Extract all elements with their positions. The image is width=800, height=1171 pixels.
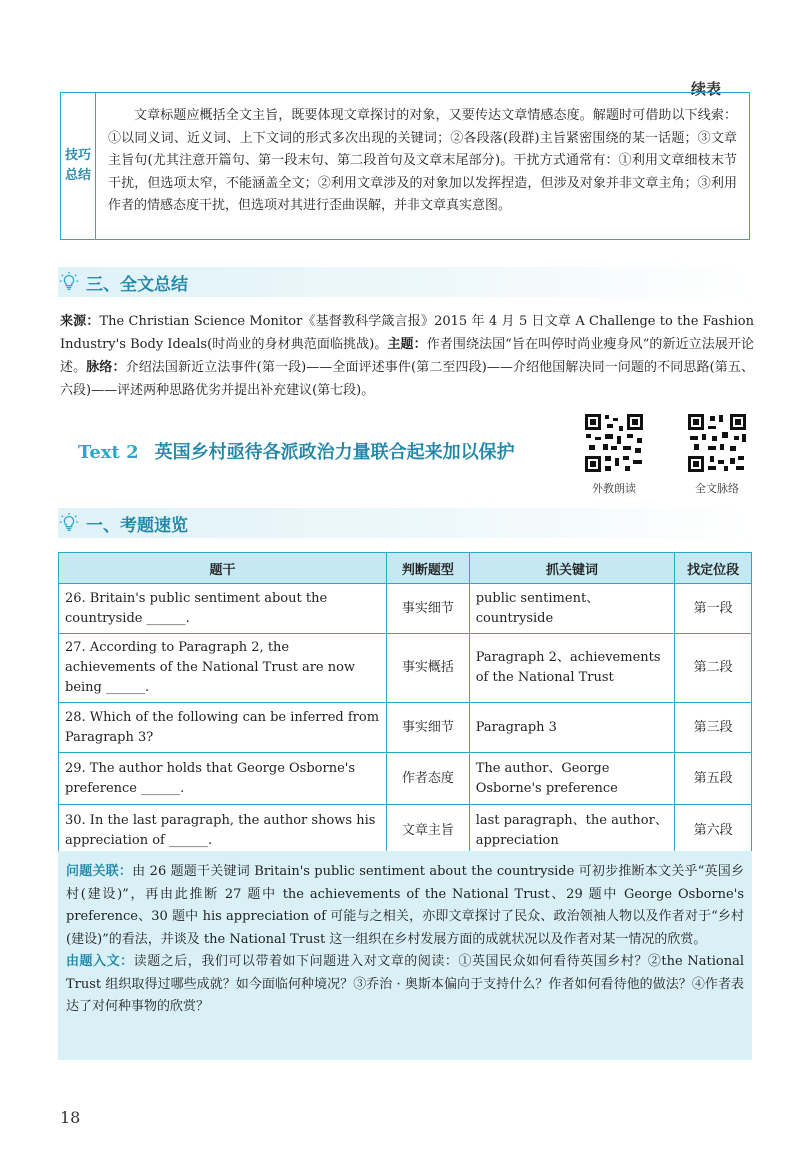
type-cell: 事实细节 <box>386 584 469 634</box>
question-link-text: 由 26 题题干关键词 Britain's public sentiment about the countryside 可初步推断本文关乎“英国乡村(建设)”，再由此推断 27 题中 the achievements of the National Trust、29 题中 George Osborne's preference、30 题中 his appreciation of 可能与之相关，亦即文章探讨了民众、政治领袖人物以及作者对于“乡村(建设)”的看法，并谈及 the National Trust 这一组织在乡村发展方面的成就状况以及作者对某一情况的欣赏。 <box>66 864 744 947</box>
type-cell: 作者态度 <box>386 753 469 805</box>
text2-number: Text 2 <box>78 442 139 463</box>
context-text: 介绍法国新近立法事件(第一段)——全面评述事件(第二至四段)——介绍他国解决同一问题的不同思路(第五、六段)——评述两种思路优劣并提出补充建议(第七段)。 <box>60 360 754 398</box>
header-position: 找定位段 <box>675 553 752 584</box>
tips-text: 文章标题应概括全文主旨，既要体现文章探讨的对象，又要传达文章情感态度。解题时可借助以下线索：①以同义词、近义词、上下文词的形式多次出现的关键词；②各段落(段群)主旨紧密围绕的某一话题；③文章主旨句(尤其注意开篇句、第一段末句、第二段首句及文章末尾部分)。干扰方式通常有：①利用文章细枝末节干扰，但选项太窄，不能涵盖全文；②利用文章涉及的对象加以发挥捏造，但涉及对象并非文章主角；③利用作者的情感态度干扰，但选项对其进行歪曲误解，并非文章真实意图。 <box>108 108 737 213</box>
source-label: 来源： <box>60 314 100 329</box>
question-cell: 28. Which of the following can be inferred from Paragraph 3? <box>59 703 387 753</box>
analysis-box <box>58 851 752 1060</box>
entry-text: 读题之后，我们可以带着如下问题进入对文章的阅读：①英国民众如何看待英国乡村？②the National Trust 组织取得过哪些成就？如今面临何种境况？③乔治 · 奥斯本偏向于支持什么？作者如何看待他的做法？④作者表达了对何种事物的欣赏？ <box>66 954 744 1014</box>
question-cell: 29. The author holds that George Osborne's preference ______. <box>59 753 387 805</box>
theme-text: 作者围绕法国“旨在叫停时尚业瘦身风”的新近立法展开论述。 <box>60 337 754 375</box>
qr-reading-block[interactable] <box>581 412 647 496</box>
type-cell: 文章主旨 <box>386 805 469 857</box>
question-link-label: 问题关联： <box>66 864 133 879</box>
context-label: 脉络： <box>86 360 126 375</box>
lightbulb-icon <box>58 512 80 534</box>
tips-label-line2: 总结 <box>64 168 91 183</box>
table-header-row <box>59 553 752 584</box>
table-row <box>59 703 752 753</box>
keyword-cell: The author、George Osborne's preference <box>469 753 675 805</box>
position-cell: 第三段 <box>675 703 752 753</box>
qr-label-reading: 外教朗读 <box>592 482 636 495</box>
page-number: 18 <box>60 1108 81 1127</box>
section-full-summary-heading <box>58 267 752 297</box>
qr-label-outline: 全文脉络 <box>695 482 739 495</box>
theme-label: 主题： <box>387 337 427 352</box>
question-cell: 26. Britain's public sentiment about the countryside ______. <box>59 584 387 634</box>
section-title: 三、全文总结 <box>86 274 188 295</box>
header-keywords: 抓关键词 <box>469 553 675 584</box>
position-cell: 第一段 <box>675 584 752 634</box>
position-cell: 第六段 <box>675 805 752 857</box>
header-type: 判断题型 <box>386 553 469 584</box>
question-link-paragraph <box>66 861 744 951</box>
qr-outline-block[interactable] <box>684 412 750 496</box>
full-summary-text <box>60 310 754 402</box>
question-cell: 27. According to Paragraph 2, the achievements of the National Trust are now being ______. <box>59 634 387 703</box>
entry-label: 由题入文： <box>66 954 134 969</box>
keyword-cell: public sentiment、countryside <box>469 584 675 634</box>
tips-label-line1: 技巧 <box>64 148 91 163</box>
table-row <box>59 753 752 805</box>
entry-paragraph <box>66 951 744 1019</box>
qr-code-icon[interactable] <box>583 412 645 474</box>
position-cell: 第五段 <box>675 753 752 805</box>
question-cell: 30. In the last paragraph, the author shows his appreciation of ______. <box>59 805 387 857</box>
source-text: The Christian Science Monitor《基督教科学箴言报》2015 年 4 月 5 日文章 A Challenge to the Fashion Industry's Body Ideals(时尚业的身材典范面临挑战)。 <box>60 314 754 352</box>
section-title: 一、考题速览 <box>86 515 188 536</box>
type-cell: 事实概括 <box>386 634 469 703</box>
type-cell: 事实细节 <box>386 703 469 753</box>
position-cell: 第二段 <box>675 634 752 703</box>
text2-heading <box>78 438 515 464</box>
text2-title: 英国乡村亟待各派政治力量联合起来加以保护 <box>154 442 515 463</box>
keyword-cell: Paragraph 3 <box>469 703 675 753</box>
keyword-cell: last paragraph、the author、appreciation <box>469 805 675 857</box>
table-row <box>59 634 752 703</box>
qr-code-icon[interactable] <box>686 412 748 474</box>
keyword-cell: Paragraph 2、achievements of the National Trust <box>469 634 675 703</box>
header-question: 题干 <box>59 553 387 584</box>
continued-table-label: 续表 <box>691 80 722 98</box>
tips-summary-box <box>60 92 750 240</box>
question-overview-table <box>58 552 752 857</box>
section-quick-view-heading <box>58 508 752 538</box>
table-row <box>59 584 752 634</box>
lightbulb-icon <box>58 271 80 293</box>
table-row <box>59 805 752 857</box>
tips-label <box>61 93 96 239</box>
